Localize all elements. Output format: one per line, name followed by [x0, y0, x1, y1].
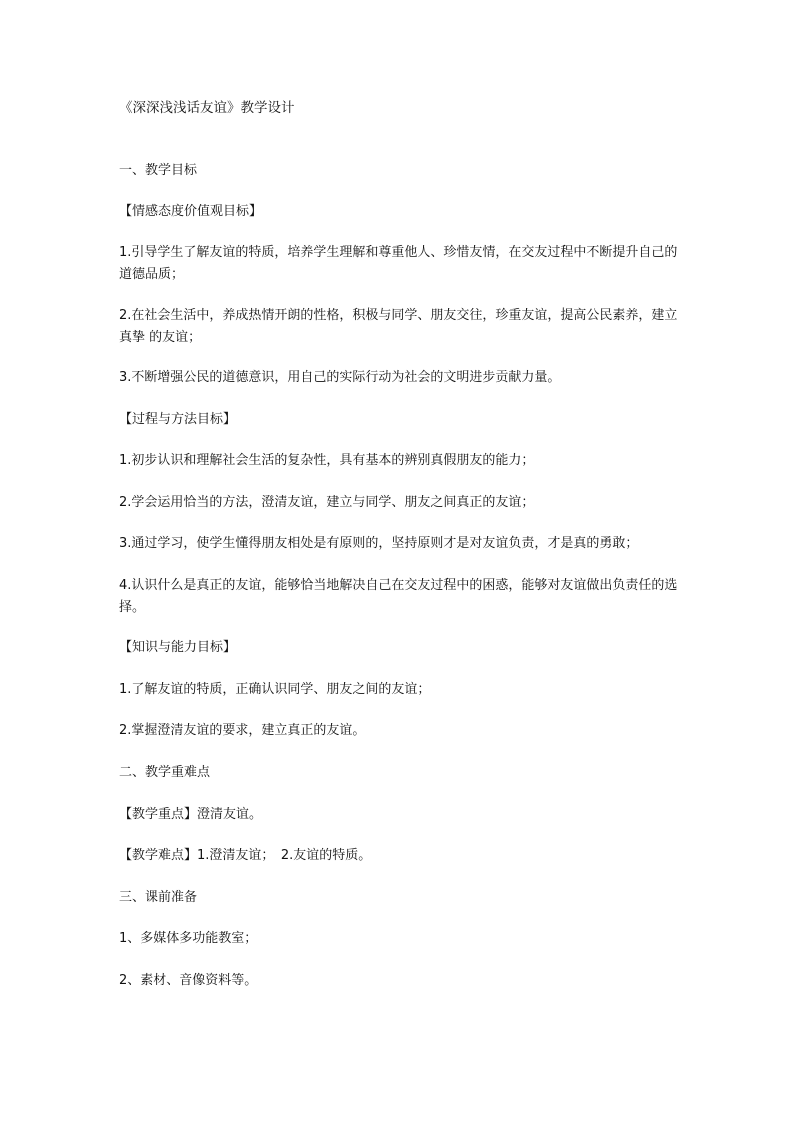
section-heading-preparation: 三、课前准备: [119, 890, 198, 905]
process-goal-item-3: 3.通过学习，使学生懂得朋友相处是有原则的，坚持原则才是对友谊负责，才是真的勇敢；: [119, 536, 639, 551]
emotion-goal-item-2: 2.在社会生活中，养成热情开朗的性格，积极与同学、朋友交往，珍重友谊，提高公民素养，建立真挚 的友谊；: [119, 308, 678, 345]
key-point: 【教学重点】澄清友谊。: [119, 807, 263, 822]
section-heading-key-difficult: 二、教学重难点: [119, 765, 211, 780]
process-goal-item-1: 1.初步认识和理解社会生活的复杂性，具有基本的辨别真假朋友的能力；: [119, 453, 535, 468]
document-title: 《深深浅浅话友谊》教学设计: [119, 100, 295, 116]
section-heading-teaching-goals: 一、教学目标: [119, 163, 198, 178]
knowledge-goal-item-1: 1.了解友谊的特质，正确认识同学、朋友之间的友谊；: [119, 682, 431, 697]
process-goal-item-2: 2.学会运用恰当的方法，澄清友谊，建立与同学、朋友之间真正的友谊；: [119, 495, 535, 510]
emotion-goal-item-1: 1.引导学生了解友谊的特质，培养学生理解和尊重他人、珍惜友情，在交友过程中不断提升自己的道德品质；: [119, 245, 678, 282]
subheading-process-goals: 【过程与方法目标】: [119, 412, 237, 427]
subheading-knowledge-goals: 【知识与能力目标】: [119, 640, 237, 655]
preparation-item-1: 1、多媒体多功能教室；: [119, 931, 258, 946]
emotion-goal-item-3: 3.不断增强公民的道德意识，用自己的实际行动为社会的文明进步贡献力量。: [119, 370, 561, 385]
difficult-point: 【教学难点】1.澄清友谊； 2.友谊的特质。: [119, 848, 372, 863]
knowledge-goal-item-2: 2.掌握澄清友谊的要求，建立真正的友谊。: [119, 723, 366, 738]
preparation-item-2: 2、素材、音像资料等。: [119, 973, 258, 988]
subheading-emotion-goals: 【情感态度价值观目标】: [119, 204, 263, 219]
process-goal-item-4: 4.认识什么是真正的友谊，能够恰当地解决自己在交友过程中的困惑，能够对友谊做出负责任的选择。: [119, 578, 678, 615]
